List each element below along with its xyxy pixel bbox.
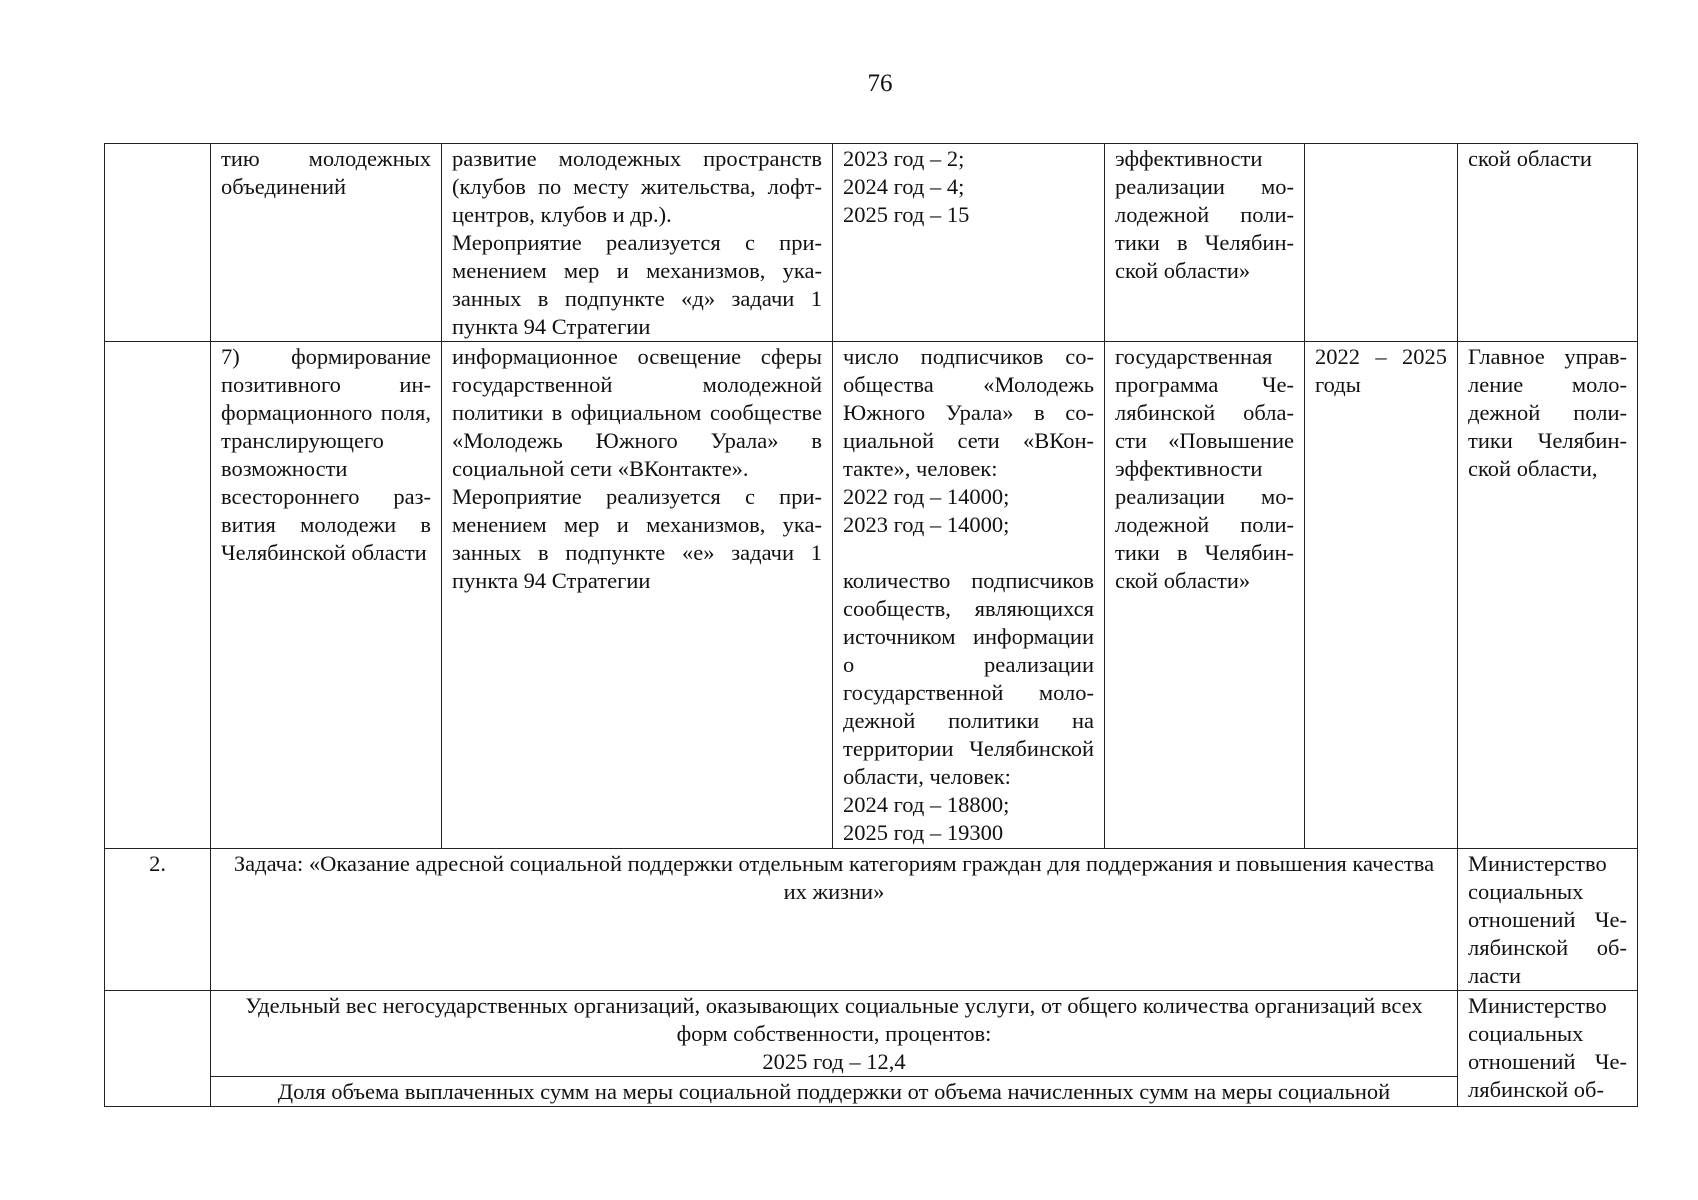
indicator-values-cell: 2023 год – 2; 2024 год – 4; 2025 год – 15 [833, 144, 1105, 342]
row-number-cell [105, 991, 211, 1107]
row-number-cell: 2. [105, 849, 211, 991]
table-row [105, 991, 1638, 1077]
indicator-cell: Доля объема выплаченных сумм на меры социальной поддержки от объема начисленных сумм на меры социальной [211, 1077, 1458, 1107]
indicator-description: Удельный вес негосударственных организаций, оказывающих социальные услуги, от общего количества организаций всех форм собственности, процентов: [245, 993, 1423, 1046]
period-cell [1305, 144, 1458, 342]
row-number-cell [105, 144, 211, 342]
page-number: 76 [867, 70, 893, 97]
indicator-years: 2022 год – 14000; 2023 год – 14000; [843, 484, 1010, 537]
indicator-years: 2024 год – 18800; 2025 год – 19300 [843, 792, 1010, 845]
measure-mechanism-note: Мероприятие реализуется с применением мер и механизмов, указанных в подпункте «е» задачи 1 пункта 94 Стратегии [452, 484, 822, 593]
measure-description-cell [442, 144, 833, 342]
indicator-values-cell [833, 342, 1105, 849]
measure-description: информационное освещение сферы государственной молодежной политики в официальном сообществе «Молодежь Южного Урала» в социальной сети «ВКонтакте». [452, 344, 822, 481]
row-number-cell [105, 342, 211, 849]
table-row [105, 1077, 1638, 1107]
indicator-value: 2025 год – 12,4 [762, 1049, 906, 1074]
measure-name-cell: тию молодежных объединений [211, 144, 442, 342]
task-cell: Задача: «Оказание адресной социальной поддержки отдельным категориям граждан для поддержания и повышения качества их жизни» [211, 849, 1458, 991]
table-row [105, 849, 1638, 991]
measure-description-cell [442, 342, 833, 849]
measure-mechanism-note: Мероприятие реализуется с применением мер и механизмов, указанных в подпункте «д» задачи 1 пункта 94 Стратегии [452, 230, 822, 339]
measure-description: развитие молодежных пространств (клубов по месту жительства, лофт-центров, клубов и др.). [452, 146, 822, 227]
responsible-cell: ской области [1458, 144, 1638, 342]
measure-name-cell: 7) формирование позитивного информационного поля, транслирующего возможности всестороннего развития молодежи в Челябинской области [211, 342, 442, 849]
indicator-description: количество подписчиков сообществ, являющихся источником информации о реализации государственной молодежной политики на территории Челябинской области, человек: [843, 568, 1094, 789]
blank-line [843, 539, 1094, 567]
responsible-cell: Министерство социальных отношений Челябинской области [1458, 849, 1638, 991]
program-cell: эффективности реализации молодежной политики в Челябинской области» [1105, 144, 1305, 342]
table-row [105, 342, 1638, 849]
responsible-cell: Министерство социальных отношений Челябинской об- [1458, 991, 1638, 1107]
responsible-cell: Главное управление молодежной политики Челябинской области, [1458, 342, 1638, 849]
indicator-cell [211, 991, 1458, 1077]
program-cell: государственная программа Челябинской области «Повышение эффективности реализации молодежной политики в Челябинской области» [1105, 342, 1305, 849]
period-cell: 2022 – 2025 годы [1305, 342, 1458, 849]
indicator-description: число подписчиков сообщества «Молодежь Южного Урала» в социальной сети «ВКонтакте», человек: [843, 344, 1094, 481]
measures-table [104, 143, 1638, 1107]
table-row [105, 144, 1638, 342]
